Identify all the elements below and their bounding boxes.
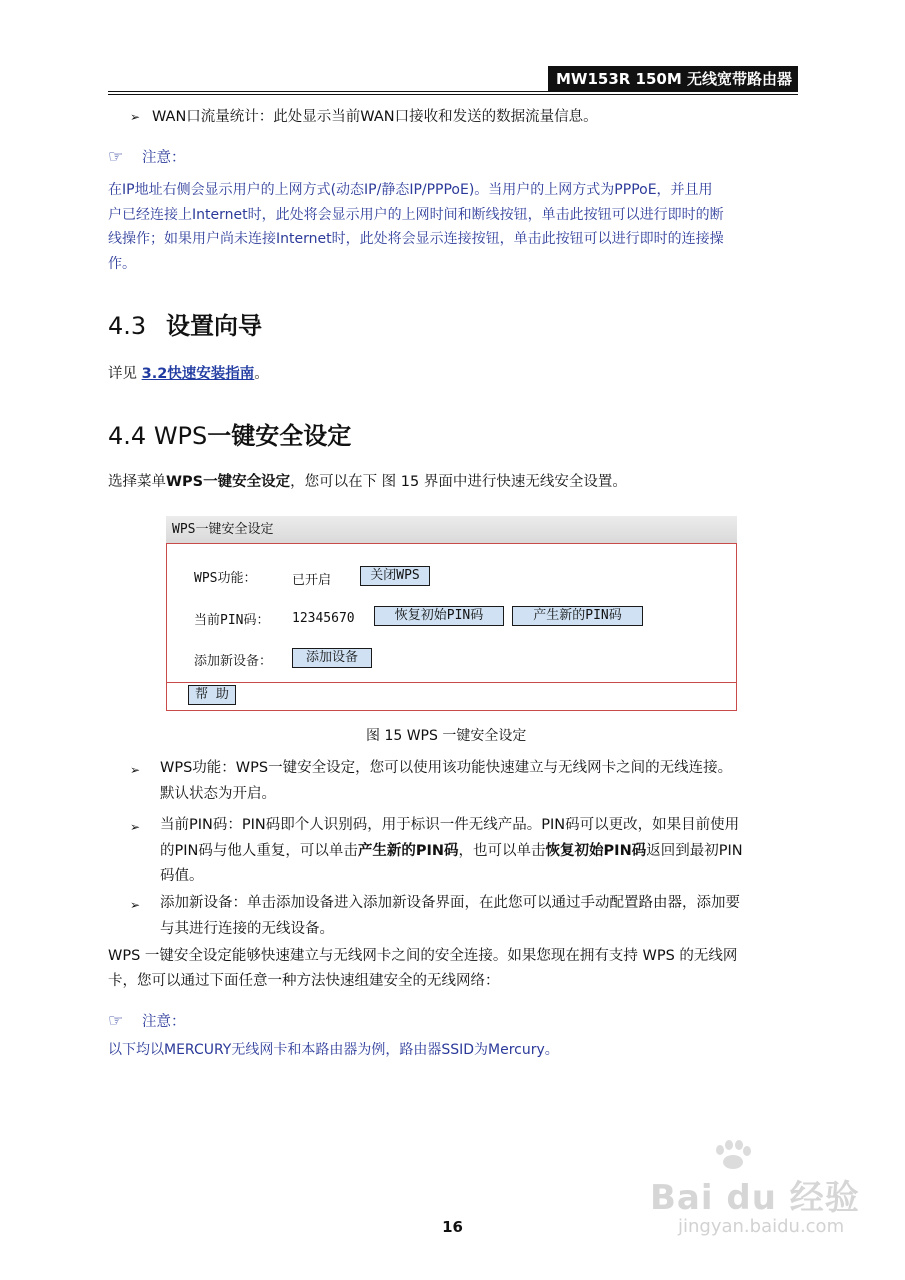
pointing-hand-icon: ☞ xyxy=(108,147,124,167)
note2-heading: ☞ 注意： xyxy=(108,1011,186,1031)
page-number: 16 xyxy=(442,1218,463,1236)
section-4-4-intro: 选择菜单WPS一键安全设定，您可以在下 图 15 界面中进行快速无线安全设置。 xyxy=(108,474,627,490)
current-pin-label: 当前PIN码： xyxy=(194,613,270,628)
section-4-3-heading: 4.3 设置向导 xyxy=(108,312,262,340)
add-device-bullet: 添加新设备：单击添加设备进入添加新设备界面，在此您可以通过手动配置路由器，添加要 与其进行连接的无线设备。 xyxy=(160,895,740,937)
arrow-bullet-icon: ➢ xyxy=(130,110,141,124)
header-title: MW153R 150M 无线宽带路由器 xyxy=(548,66,798,92)
current-pin-value: 12345670 xyxy=(292,611,355,626)
watermark-url: jingyan.baidu.com xyxy=(678,1216,845,1237)
paw-icon xyxy=(712,1140,752,1170)
add-device-label: 添加新设备： xyxy=(194,654,273,669)
restore-pin-button[interactable]: 恢复初始PIN码 xyxy=(374,606,504,626)
watermark-logo: Bai du 经验 xyxy=(650,1178,860,1218)
arrow-bullet-icon: ➢ xyxy=(130,820,141,834)
note-line: 线操作；如果用户尚未连接Internet时，此处将会显示连接按钮，单击此按钮可以进行即时的连接操 xyxy=(108,231,724,247)
header-rule xyxy=(108,91,798,92)
pointing-hand-icon: ☞ xyxy=(108,1011,124,1031)
note-line: 作。 xyxy=(108,255,136,272)
disable-wps-button[interactable]: 关闭WPS xyxy=(360,566,430,586)
figure-caption: 图 15 WPS 一键安全设定 xyxy=(366,728,527,744)
arrow-bullet-icon: ➢ xyxy=(130,898,141,912)
panel-title: WPS一键安全设定 xyxy=(166,516,737,543)
help-button[interactable]: 帮 助 xyxy=(188,685,236,705)
generate-new-pin-button[interactable]: 产生新的PIN码 xyxy=(512,606,643,626)
note-line: 户已经连接上Internet时，此处将会显示用户的上网时间和断线按钮，单击此按钮可以进行即时的断 xyxy=(108,206,724,223)
wps-function-bullet: WPS功能：WPS一键安全设定，您可以使用该功能快速建立与无线网卡之间的无线连接。 默认状态为开启。 xyxy=(160,760,733,802)
panel-separator xyxy=(166,682,737,683)
wps-function-label: WPS功能： xyxy=(194,571,257,586)
header-rule-thin xyxy=(108,94,798,95)
section-4-3-body: 详见 3.2快速安装指南。 xyxy=(108,366,269,382)
wan-stats-bullet: ➢ WAN口流量统计：此处显示当前WAN口接收和发送的数据流量信息。 xyxy=(130,104,598,130)
section-4-4-heading: 4.4 WPS一键安全设定 xyxy=(108,422,352,450)
wps-paragraph: WPS 一键安全设定能够快速建立与无线网卡之间的安全连接。如果您现在拥有支持 WPS 的无线网 卡，您可以通过下面任意一种方法快速组建安全的无线网络： xyxy=(108,948,738,989)
arrow-bullet-icon: ➢ xyxy=(130,763,141,777)
wps-status-value: 已开启 xyxy=(292,573,332,588)
note-line: 在IP地址右侧会显示用户的上网方式(动态IP/静态IP/PPPoE)。当用户的上网方式为PPPoE，并且用 xyxy=(108,182,713,198)
current-pin-bullet: 当前PIN码：PIN码即个人识别码，用于标识一件无线产品。PIN码可以更改，如果目前使用 的PIN码与他人重复，可以单击产生新的PIN码，也可以单击恢复初始PIN码返回到最初PIN 码值。 xyxy=(160,817,743,884)
note2-body: 以下均以MERCURY无线网卡和本路由器为例，路由器SSID为Mercury。 xyxy=(108,1042,559,1058)
note-body xyxy=(108,178,800,276)
add-device-button[interactable]: 添加设备 xyxy=(292,648,372,668)
note-heading: ☞ 注意： xyxy=(108,147,186,167)
quick-install-guide-link[interactable]: 3.2快速安装指南 xyxy=(141,366,255,382)
